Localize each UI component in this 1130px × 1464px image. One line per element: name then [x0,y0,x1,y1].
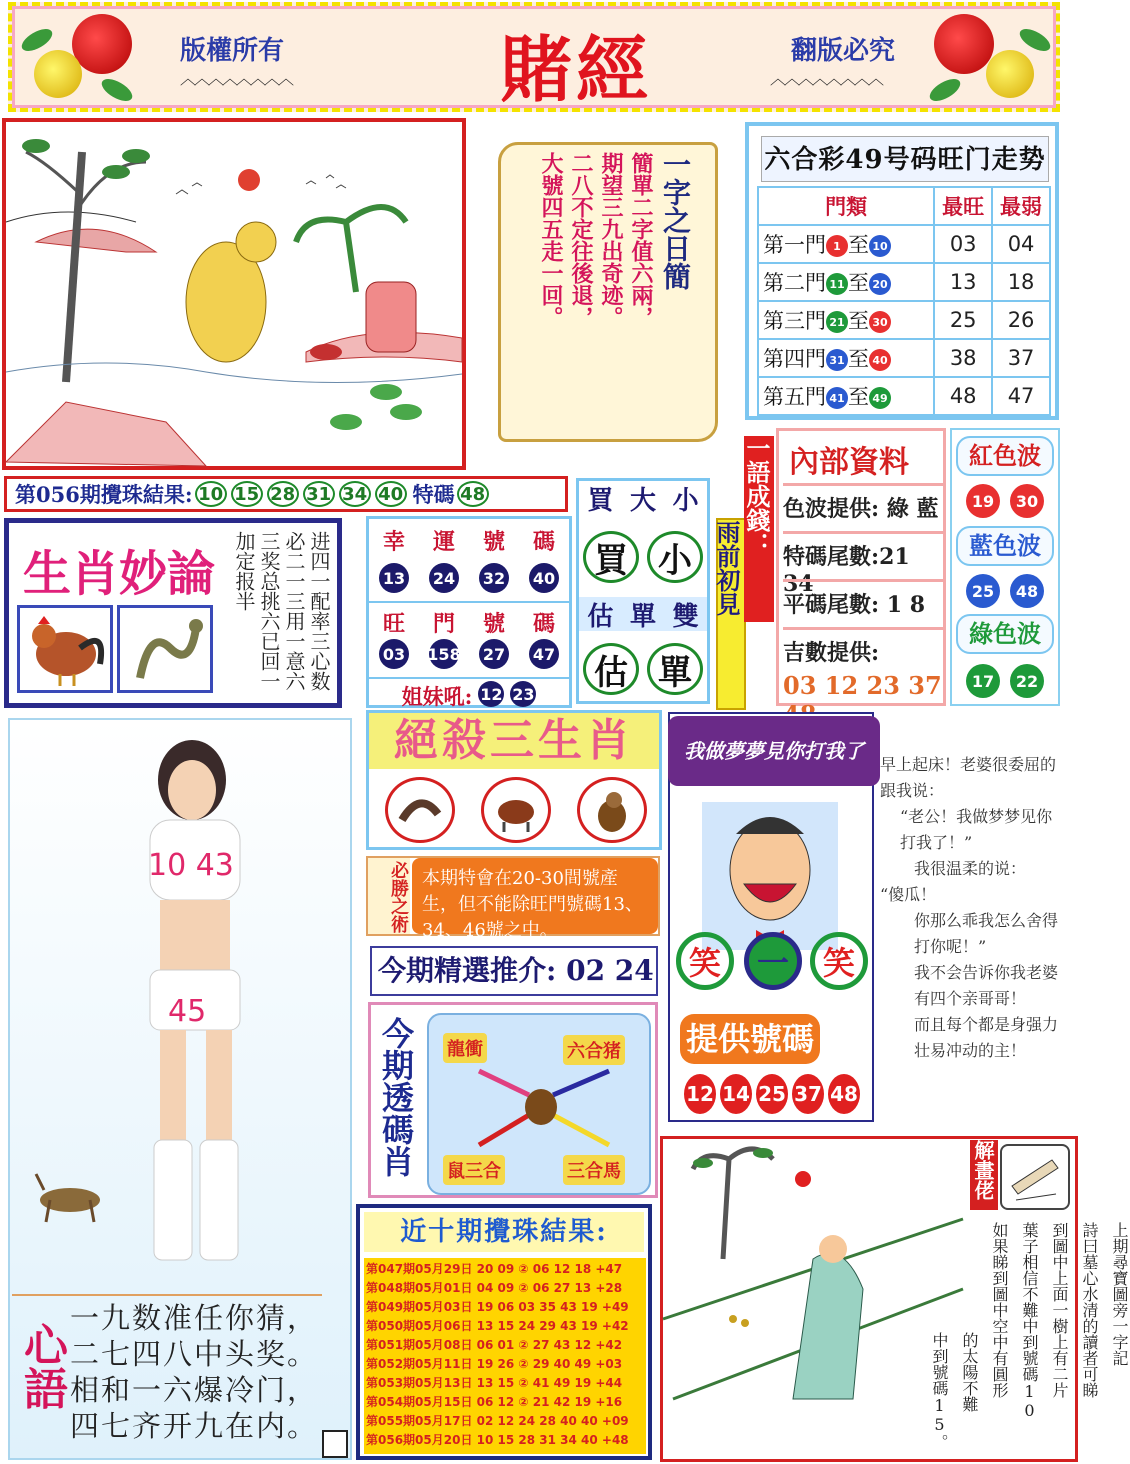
laugh-banner: 我做夢夢見你打我了 [668,716,880,786]
zone-end-ball: 30 [869,311,891,333]
lucky-title: 幸 運 號 碼 [382,529,555,555]
solve-line: 的太陽不難 [960,1332,979,1412]
column-header: 門類 [758,187,934,225]
scroll-line: 二八不定往後退， [568,152,594,328]
inner-info-panel [776,428,946,706]
rose-decoration-right [928,12,1048,112]
joke-text [880,752,1068,1064]
inner-info-title: 內部資料 [789,445,909,480]
hot-door-ball: 47 [529,639,559,669]
zone-name: 第五門 [763,385,826,409]
scroll-line: 簡單二字值六兩， [628,152,654,328]
zone-cold: 37 [992,339,1050,377]
lucky-ball: 13 [379,563,409,593]
table-row: 第四門 31 至 40 38 37 [758,339,1050,377]
snake-icon [385,777,455,843]
hot-door-ball: 27 [479,639,509,669]
column-header: 最旺 [934,187,992,225]
solve-line: 到圖中上面一樹上有二片 [1050,1222,1069,1398]
joke-line: “傻瓜！ [880,885,937,904]
laugh-char: 一 [744,932,802,990]
list-item: 第053期05月13日 13 15 ② 41 49 19 +44 [366,1376,623,1390]
copyright-notice: 版權所有 [180,36,285,66]
list-item: 第050期05月06日 13 15 24 29 43 19 +42 [366,1319,629,1333]
solve-line: 中到號碼15。 [930,1332,949,1450]
must-win-panel [366,856,660,941]
column-header: 最弱 [992,187,1050,225]
sister-ball: 23 [510,681,536,707]
solve-line: 如果睇到圖中空中有圓形 [990,1222,1009,1398]
draw-result-label: 第056期攪珠結果: [15,482,193,507]
result-ball: 28 [267,481,299,507]
rose-decoration-left [20,12,140,112]
list-item: 第051期05月08日 06 01 ② 27 43 12 +42 [366,1338,623,1352]
solve-line: 葉子相信不難中到號碼10 [1020,1222,1039,1420]
hot-door-ball: 03 [379,639,409,669]
big-small-panel [576,478,710,704]
zone-start-ball: 21 [826,311,848,333]
list-item: 第048期05月01日 04 09 ② 06 27 13 +28 [366,1281,623,1295]
red-wave-ball: 19 [966,484,1000,518]
solve-line: 詩曰墓心水清的讀者可睇 [1080,1222,1099,1398]
zone-start-ball: 11 [826,273,848,295]
flat-tail-line: 平碼尾數: 1 8 [783,579,943,619]
special-ball: 48 [457,481,489,507]
blue-wave-title: 藍色波 [956,526,1054,566]
scroll-title: 一字之日簡 [659,150,692,290]
zodiac-talk-panel [4,518,342,708]
zone-cold: 18 [992,263,1050,301]
last-ten-title: 近十期攪珠結果: [364,1212,644,1252]
reveal-zodiac-panel [368,1002,658,1198]
joke-line: 早上起床！老婆很委屈的跟我说： [880,755,1057,800]
pick-circle: 買 [583,531,639,583]
table-row: 第二門 11 至 20 13 18 [758,263,1050,301]
wave-decoration: ︿︿︿︿︿︿︿︿ [180,69,293,88]
joke-line: 而且每个都是身强力壮易冲动的主！ [914,1015,1059,1060]
corner-box [322,1430,348,1458]
zone-trend-title: 六合彩49号码旺门走势 [761,136,1049,182]
phrase-label: 一語成錢： [744,436,774,622]
reveal-tr: 六合猪 [563,1035,625,1065]
model-number-mid: 45 [168,994,207,1029]
poem-line: 二七四八中头奖。 [70,1337,319,1371]
zone-name: 第二門 [763,271,826,295]
pen-writing-icon [1000,1144,1070,1210]
zone-start-ball: 41 [826,387,848,409]
divider [12,1294,322,1296]
reveal-diagram [427,1013,651,1195]
green-wave-title: 綠色波 [956,614,1054,654]
zone-hot: 38 [934,339,992,377]
zodiac-title: 生肖妙論 [23,546,216,602]
reveal-tl: 龍衝 [443,1033,487,1063]
pick-circle: 單 [647,643,703,695]
zone-end-ball: 40 [869,349,891,371]
zone-end-ball: 10 [869,235,891,257]
lucky-ball: 32 [479,563,509,593]
color-wave-panel [950,428,1060,706]
result-ball: 10 [195,481,227,507]
zone-trend-table [757,186,1051,416]
model-number-top: 10 43 [148,848,234,883]
sister-ball: 12 [478,681,504,707]
scroll-line: 期望三九出奇迹。 [598,152,624,328]
zone-cold: 04 [992,225,1050,263]
must-win-text: 本期特會在20-30間號產生，但不能除旺門號碼13、34、46號之中。 [412,858,658,934]
zone-end-ball: 20 [869,273,891,295]
zone-end-ball: 49 [869,387,891,409]
pick-circle: 小 [647,531,703,583]
hot-door-title: 旺 門 號 碼 [369,601,569,638]
provide-ball: 37 [792,1074,824,1114]
zone-start-ball: 1 [826,235,848,257]
zone-name: 第三門 [763,309,826,333]
solve-label: 解畫佬 [970,1140,998,1210]
table-row: 第一門 1 至 10 03 04 [758,225,1050,263]
zone-cold: 47 [992,377,1050,415]
joke-line: “老公！我做梦梦见你打我了！” [900,807,1053,852]
last-ten-list [364,1258,646,1454]
heart-poem-label: 心語 [16,1322,67,1410]
zone-start-ball: 31 [826,349,848,371]
zone-name: 第四門 [763,347,826,371]
big-small-head: 買 大 小 [579,481,707,515]
laugh-char: 笑 [676,932,734,990]
zone-name: 第一門 [763,233,826,257]
poem-line: 相和一六爆冷门， [70,1373,319,1407]
provide-ball: 14 [720,1074,752,1114]
joke-line: 我不会告诉你我老婆有四个亲哥哥！ [914,963,1059,1008]
page-title: 賭經 [500,27,653,112]
result-ball: 34 [339,481,371,507]
zone-hot: 25 [934,301,992,339]
zone-hot: 13 [934,263,992,301]
draw-result-bar [4,476,568,512]
kill-three-zodiac-panel [366,710,662,850]
green-wave-ball: 17 [966,664,1000,698]
pick-circle: 估 [583,643,639,695]
provide-ball: 12 [684,1074,716,1114]
zodiac-poem: 进四一配率三心数必二一三用一意六三奖总挑六已回一加定报半 [232,531,331,691]
result-ball: 31 [303,481,335,507]
solve-text [920,1222,1130,1458]
result-ball: 15 [231,481,263,507]
picks-line: 今期精選推介: 02 24 [370,946,658,996]
lucky-number-list: 03 12 23 37 [783,671,942,700]
special-label: 特碼 [412,482,455,507]
table-row: 第三門 21 至 30 25 26 [758,301,1050,339]
odd-even-head: 估 單 雙 [579,597,707,631]
no-copy-notice: 翻版必究 [790,36,895,66]
heart-poem [70,1300,318,1444]
dragon-image [117,605,213,693]
monkey-icon [577,777,647,843]
table-row: 第五門 41 至 49 48 47 [758,377,1050,415]
result-ball: 40 [375,481,407,507]
provide-number-label: 提供號碼 [680,1014,820,1064]
lucky-number-panel [366,516,572,708]
list-item: 第047期05月29日 20 09 ② 06 12 18 +47 [366,1262,623,1276]
rooster-image [17,605,113,693]
ox-icon [481,777,551,843]
reveal-label: 今期透碼肖 [377,1017,415,1177]
hot-door-ball: 158 [429,639,459,669]
last-ten-results-panel [356,1204,652,1460]
list-item: 第052期05月11日 19 26 ② 29 40 49 +03 [366,1357,623,1371]
green-wave-ball: 22 [1010,664,1044,698]
must-win-label: 必勝之術 [368,858,410,934]
list-item: 第055期05月17日 02 12 24 28 40 40 +09 [366,1414,629,1428]
lucky-ball: 24 [429,563,459,593]
zone-cold: 26 [992,301,1050,339]
list-item: 第049期05月03日 19 06 03 35 43 19 +49 [366,1300,629,1314]
zone-trend-panel [745,122,1059,420]
wave-decoration: ︿︿︿︿︿︿︿︿ [770,69,883,88]
rain-label: 雨前初見 [716,518,746,710]
blue-wave-ball: 48 [1010,574,1044,608]
solve-line: 上期尋寶圖旁一字記 [1110,1222,1129,1366]
provide-ball: 48 [828,1074,860,1114]
zone-hot: 48 [934,377,992,415]
kill-three-title: 絕殺三生肖 [369,713,659,769]
joke-line: 我很温柔的说： [914,859,1027,878]
scroll-line: 大號四五走一回。 [538,152,564,328]
zone-hot: 03 [934,225,992,263]
provide-ball: 25 [756,1074,788,1114]
lucky-number-label: 吉數提供: [783,627,943,667]
sister-label: 姐妹吼: [401,684,473,709]
blue-wave-ball: 25 [966,574,1000,608]
joke-line: 你那么乖我怎么舍得打你呢！” [914,911,1059,956]
monkey-illustration [2,118,466,470]
poem-line: 一九数准任你猜， [70,1301,319,1335]
red-wave-ball: 30 [1010,484,1044,518]
red-wave-title: 紅色波 [956,436,1054,476]
laugh-char: 笑 [810,932,868,990]
color-wave-line: 色波提供: 綠 藍 [783,483,943,523]
reveal-br: 三合馬 [563,1155,625,1185]
lucky-ball: 40 [529,563,559,593]
list-item: 第054期05月15日 06 12 ② 21 42 19 +16 [366,1395,623,1409]
special-tail-line: 特碼尾數:21 34 [783,531,943,597]
reveal-bl: 鼠三合 [443,1155,505,1185]
poem-line: 四七齐开九在内。 [70,1409,319,1443]
list-item: 第056期05月20日 10 15 28 31 34 40 +48 [366,1433,629,1447]
